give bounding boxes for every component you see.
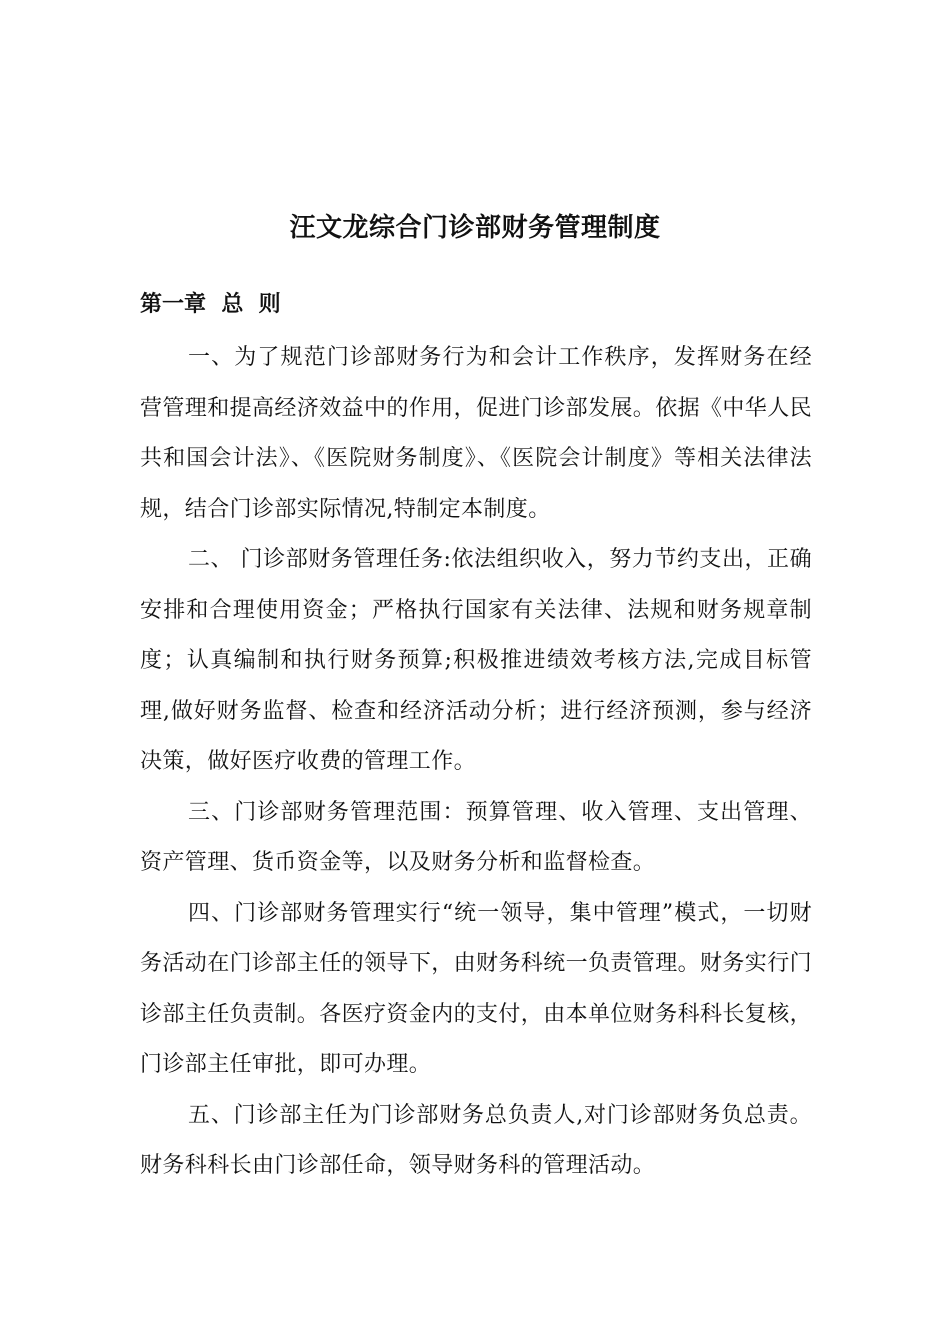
paragraph-4: 四、门诊部财务管理实行“统一领导，集中管理”模式，一切财务活动在门诊部主任的领导下，由财务科统一负责管理。财务实行门诊部主任负责制。各医疗资金内的支付，由本单位财务科科长复核，门诊部主任审批，即可办理。: [140, 900, 813, 1077]
body-text: [140, 333, 812, 1192]
paragraph-5: 五、门诊部主任为门诊部财务总负责人,对门诊部财务负总责。财务科科长由门诊部任命，领导财务科的管理活动。: [140, 1102, 812, 1178]
chapter-heading: 第一章 总 则: [140, 292, 281, 317]
paragraph-2: 二、 门诊部财务管理任务:依法组织收入，努力节约支出，正确安排和合理使用资金；严格执行国家有关法律、法规和财务规章制度；认真编制和执行财务预算;积极推进绩效考核方法,完成目标管理,做好财务监督、检查和经济活动分析；进行经济预测，参与经济决策，做好医疗收费的管理工作。: [140, 547, 812, 774]
document-title: 汪文龙综合门诊部财务管理制度: [289, 213, 661, 243]
paragraph-1: 一、为了规范门诊部财务行为和会计工作秩序，发挥财务在经营管理和提高经济效益中的作用，促进门诊部发展。依据《中华人民共和国会计法》、《医院财务制度》、《医院会计制度》等相关法律法规，结合门诊部实际情况,特制定本制度。: [140, 345, 813, 522]
paragraph-3: 三、门诊部财务管理范围：预算管理、收入管理、支出管理、资产管理、货币资金等，以及财务分析和监督检查。: [140, 799, 812, 875]
